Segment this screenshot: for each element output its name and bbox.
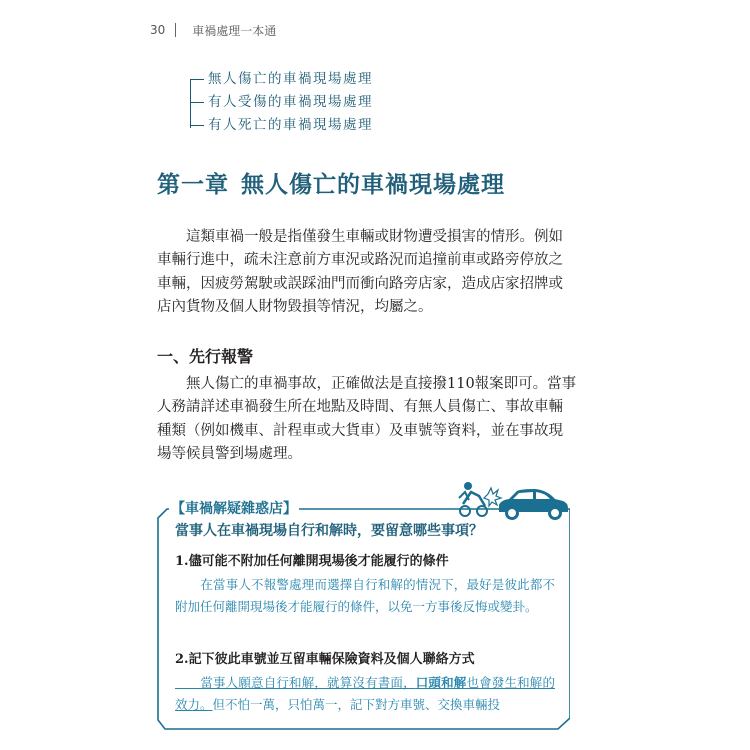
scooter-icon (459, 482, 487, 516)
point-heading: 1.儘可能不附加任何離開現場後才能履行的條件 (175, 554, 449, 569)
header-divider (175, 23, 176, 37)
intro-paragraph: 這類車禍一般是指僅發生車輛或財物遭受損害的情形。例如車輛行進中，疏未注意前方車況或路況而追撞前車或路旁停放之車輛，因疲勞駕駛或誤踩油門而衝向路旁店家，造成店家招牌或店內貨物及個人財物毀損等情況，均屬之。 (157, 229, 563, 315)
chapter-title: 無人傷亡的車禍現場處理 (241, 172, 505, 198)
section-paragraph: 無人傷亡的車禍事故，正確做法是直接撥110報案即可。當事人務請詳述車禍發生所在地點及時間、有無人員傷亡、事故車輛種類（例如機車、計程車或大貨車）及車號等資料，並在事故現場等候員警到場處理。 (157, 376, 577, 462)
outline-item: 有人受傷的車禍現場處理 (190, 91, 373, 114)
point-heading: 2.記下彼此車號並互留車輛保險資料及個人聯絡方式 (175, 652, 475, 667)
point-text: 在當事人不報警處理而選擇自行和解的情況下，最好是彼此都不附加任何離開現場後才能履行的條件，以免一方事後反悔或變卦。 (175, 577, 555, 614)
chapter-outline (190, 68, 373, 137)
outline-item: 有人死亡的車禍現場處理 (190, 114, 373, 137)
running-header (150, 20, 276, 40)
chapter-label: 第一章 (157, 172, 229, 198)
sidebar-question: 當事人在車禍現場自行和解時，要留意哪些事項？ (175, 523, 483, 539)
section-heading: 一、先行報警 (157, 347, 254, 366)
point-text: 當事人願意自行和解，就算沒有書面，口頭和解也會發生和解的效力。但不怕一萬，只怕萬一，記下對方車號、交換車輛投 (175, 675, 555, 712)
sidebar-title: 【車禍解疑雜惑店】 (171, 501, 297, 517)
crash-burst-icon (484, 488, 501, 506)
book-title: 車禍處理一本通 (192, 23, 277, 38)
page-number: 30 (150, 23, 166, 37)
car-accident-illustration (455, 478, 570, 520)
sidebar-box (157, 500, 570, 730)
chapter-heading (157, 166, 505, 199)
car-icon (499, 489, 568, 519)
outline-item: 無人傷亡的車禍現場處理 (190, 68, 373, 91)
